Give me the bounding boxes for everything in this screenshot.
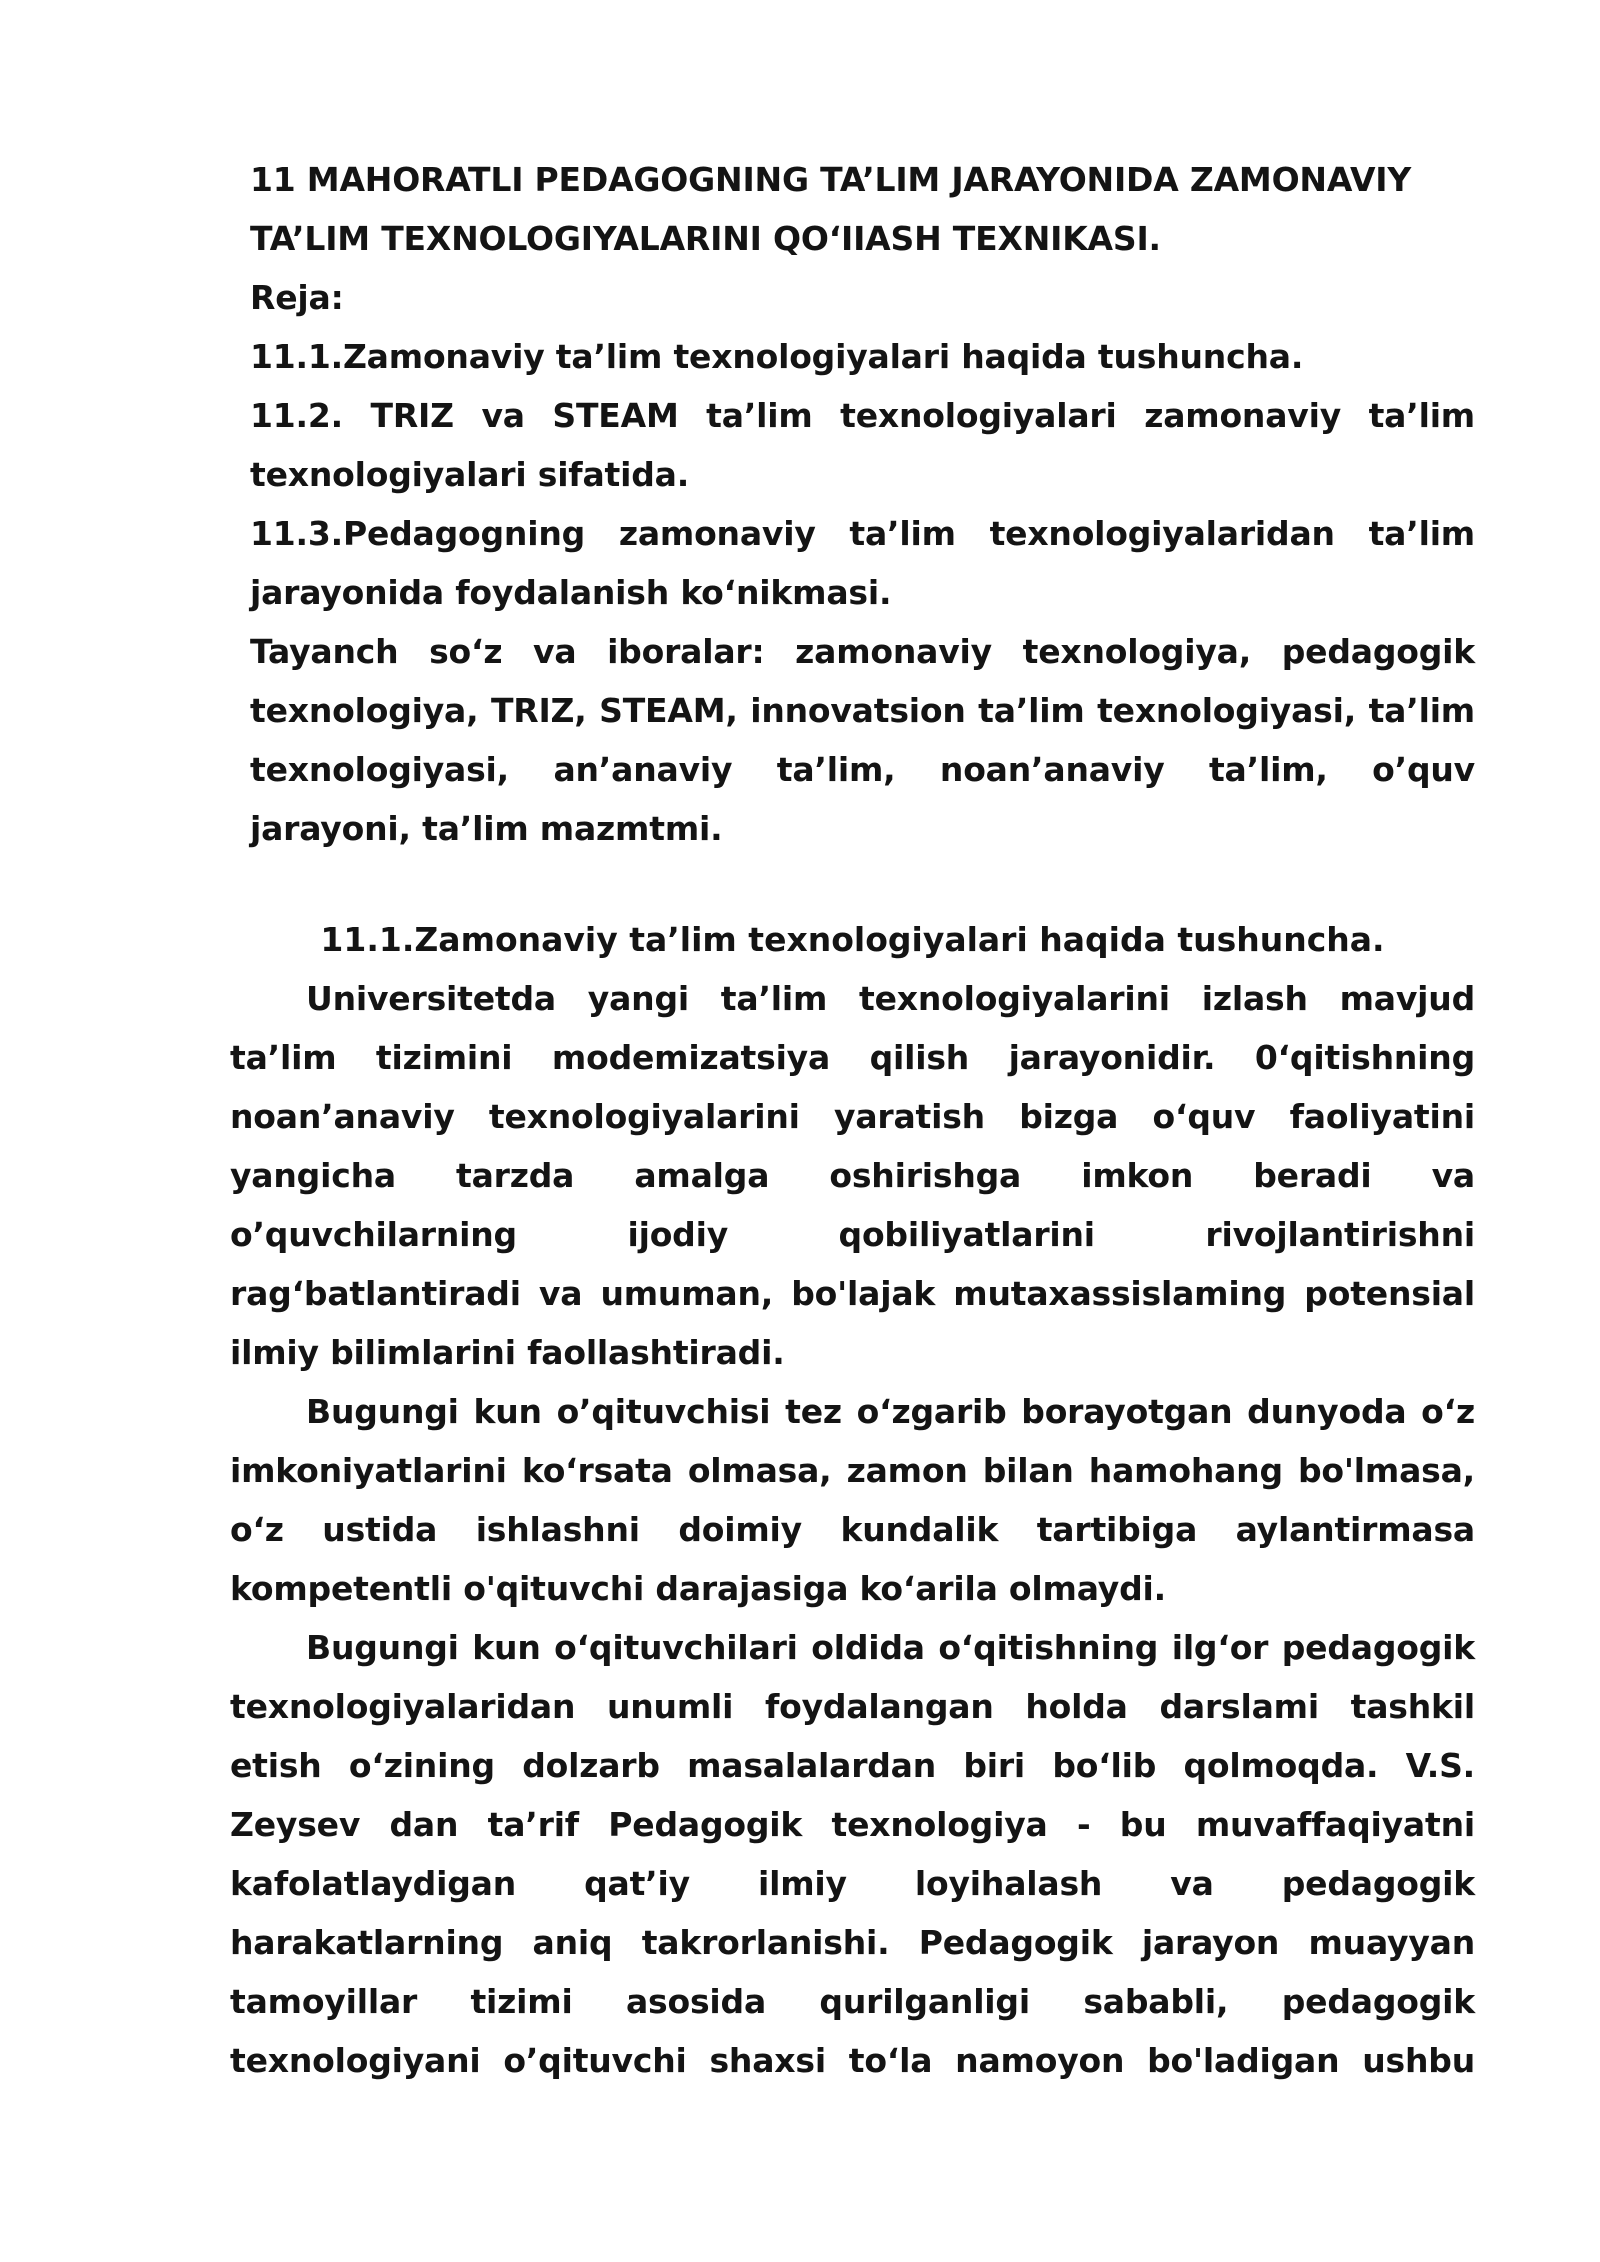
document-title: 11 MAHORATLI PEDAGOGNING TA’LIM JARAYONIDA ZAMONAVIY TA’LIM TEXNOLOGIYALARINI QO‘IIASH TEXNIKASI. (250, 160, 1412, 258)
document-body (230, 969, 1475, 2090)
document-header (250, 150, 1475, 858)
keywords-paragraph: Tayanch so‘z va iboralar: zamonaviy texnologiya, pedagogik texnologiya, TRIZ, STEAM, innovatsion ta’lim texnologiyasi, ta’lim texnologiyasi, an’anaviy ta’lim, noan’anaviy ta’lim, o’quv jarayoni, ta’lim mazmtmi. (250, 632, 1475, 848)
body-paragraph: Bugungi kun o‘qituvchilari oldida o‘qitishning ilg‘or pedagogik texnologiyalaridan unumli foydalangan holda darslami tashkil etish o‘zining dolzarb masalalardan biri bo‘lib qolmoqda. V.S. Zeysev dan ta’rif Pedagogik texnologiya - bu muvaffaqiyatni kafolatlaydigan qat’iy ilmiy loyihalash va pedagogik harakatlarning aniq takrorlanishi. Pedagogik jarayon muayyan tamoyillar tizimi asosida qurilganligi sababli, pedagogik texnologiyani o’qituvchi shaxsi to‘la namoyon bo'ladigan ushbu (230, 1628, 1475, 2080)
plan-item: 11.3.Pedagogning zamonaviy ta’lim texnologiyalaridan ta’lim jarayonida foydalanish ko‘nikmasi. (250, 514, 1475, 612)
section-title: 11.1.Zamonaviy ta’lim texnologiyalari haqida tushuncha. (320, 920, 1385, 959)
plan-item: 11.1.Zamonaviy ta’lim texnologiyalari haqida tushuncha. (250, 337, 1304, 376)
plan-item: 11.2. TRIZ va STEAM ta’lim texnologiyalari zamonaviy ta’lim texnologiyalari sifatida. (250, 396, 1475, 494)
body-paragraph: Bugungi kun o’qituvchisi tez o‘zgarib borayotgan dunyoda o‘z imkoniyatlarini ko‘rsata olmasa, zamon bilan hamohang bo'lmasa, o‘z ustida ishlashni doimiy kundalik tartibiga aylantirmasa kompetentli o'qituvchi darajasiga ko‘arila olmaydi. (230, 1392, 1475, 1608)
plan-label: Reja: (250, 278, 344, 317)
body-paragraph: Universitetda yangi ta’lim texnologiyalarini izlash mavjud ta’lim tizimini modemizatsiya qilish jarayonidir. 0‘qitishning noan’anaviy texnologiyalarini yaratish bizga o‘quv faoliyatini yangicha tarzda amalga oshirishga imkon beradi va o’quvchilarning ijodiy qobiliyatlarini rivojlantirishni rag‘batlantiradi va umuman, bo'lajak mutaxassislaming potensial ilmiy bilimlarini faollashtiradi. (230, 979, 1475, 1372)
